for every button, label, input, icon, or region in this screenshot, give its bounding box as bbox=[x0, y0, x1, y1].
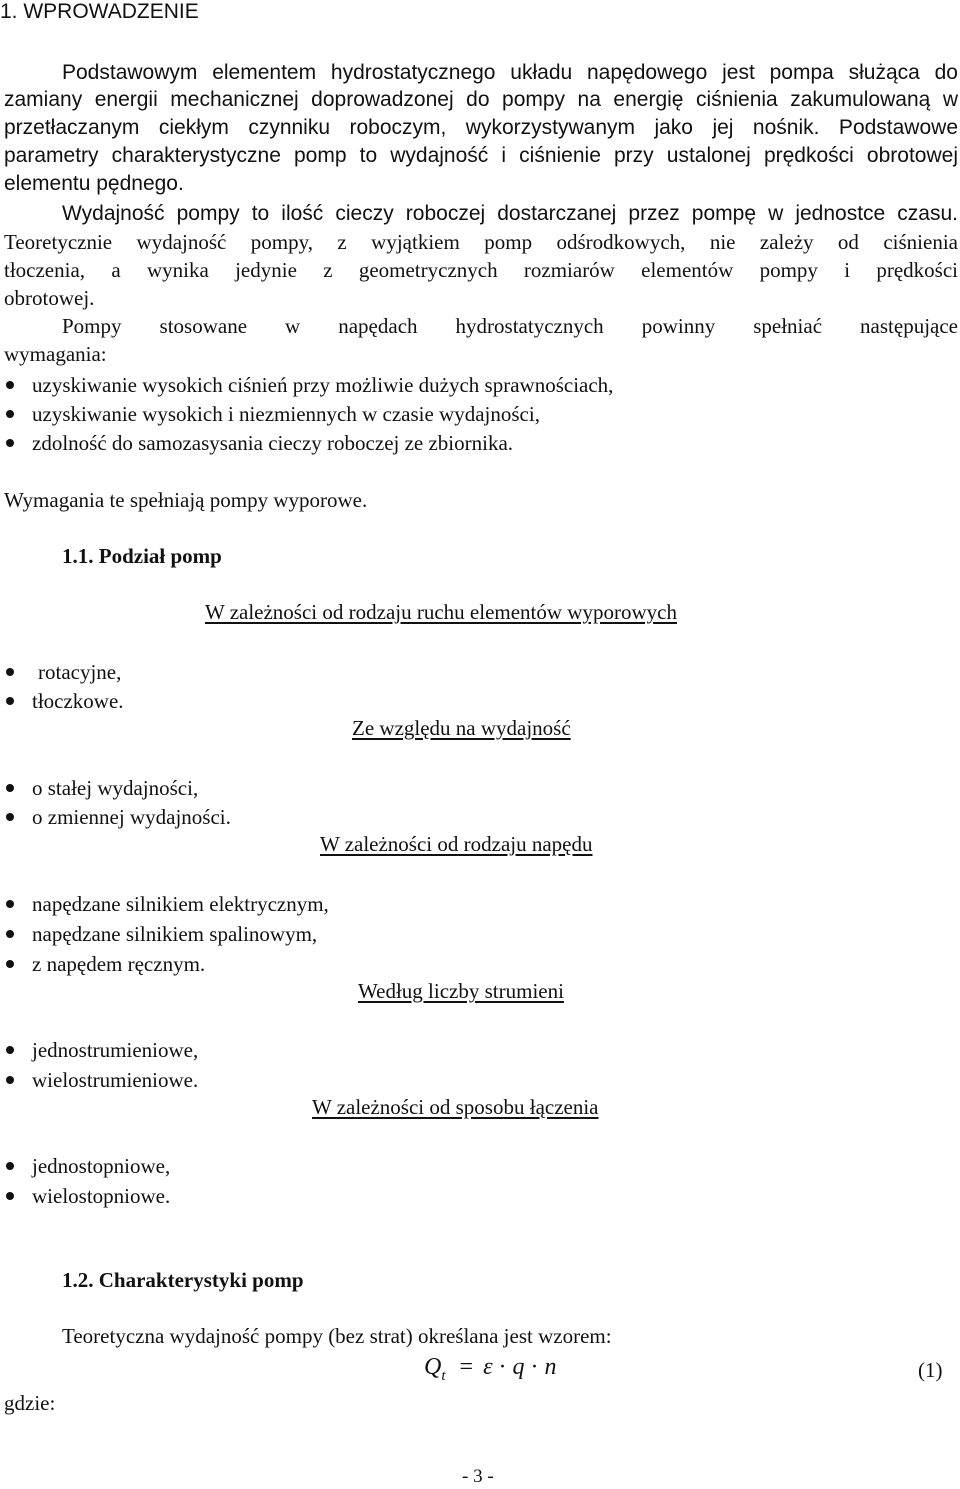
bullet-icon bbox=[6, 784, 14, 792]
bullet-icon bbox=[6, 668, 14, 676]
formula-equals: = bbox=[459, 1354, 474, 1380]
group-title: Według liczby strumieni bbox=[358, 979, 564, 1003]
bullet-icon bbox=[6, 410, 14, 418]
formula-n: n bbox=[544, 1354, 557, 1380]
bullet-icon bbox=[6, 1076, 14, 1084]
text-line: Teoretycznie wydajność pompy, z wyjątkiem pomp odśrodkowych, nie zależy od ciśnienia bbox=[4, 230, 958, 254]
text-line: Wydajność pompy to ilość cieczy roboczej dostarczanej przez pompę w jednostce czasu. bbox=[62, 202, 958, 225]
text-line: elementu pędnego. bbox=[4, 172, 184, 195]
bullet-icon bbox=[6, 900, 14, 908]
text-line: Pompy stosowane w napędach hydrostatycznych powinny spełniać następujące bbox=[62, 314, 958, 338]
list-item: uzyskiwanie wysokich i niezmiennych w czasie wydajności, bbox=[32, 402, 540, 426]
bullet-icon bbox=[6, 960, 14, 968]
group-title: Ze względu na wydajność bbox=[352, 716, 571, 740]
group-title: W zależności od rodzaju ruchu elementów wyporowych bbox=[205, 600, 677, 624]
bullet-icon bbox=[6, 697, 14, 705]
formula-dot: · bbox=[530, 1354, 539, 1380]
bullet-icon bbox=[6, 930, 14, 938]
list-item: uzyskiwanie wysokich ciśnień przy możliwie dużych sprawnościach, bbox=[32, 373, 614, 397]
list-item: tłoczkowe. bbox=[32, 689, 124, 713]
bullet-icon bbox=[6, 813, 14, 821]
formula-number: (1) bbox=[918, 1358, 943, 1382]
text-line: tłoczenia, a wynika jedynie z geometrycznych rozmiarów elementów pompy i prędkości bbox=[4, 258, 958, 282]
subsection-heading-charakterystyki: 1.2. Charakterystyki pomp bbox=[62, 1268, 304, 1292]
list-item: wielostrumieniowe. bbox=[32, 1068, 199, 1092]
formula-dot: · bbox=[498, 1354, 507, 1380]
text-line: wymagania: bbox=[4, 342, 107, 366]
page-number: - 3 - bbox=[462, 1466, 494, 1487]
bullet-icon bbox=[6, 381, 14, 389]
bullet-icon bbox=[6, 439, 14, 447]
list-item: wielostopniowe. bbox=[32, 1184, 171, 1208]
text-line: Podstawowym elementem hydrostatycznego układu napędowego jest pompa służąca do bbox=[62, 61, 958, 84]
section-heading: 1. WPROWADZENIE bbox=[0, 0, 199, 23]
list-item: rotacyjne, bbox=[38, 660, 122, 684]
list-item: napędzane silnikiem elektrycznym, bbox=[32, 892, 329, 916]
formula-q: Q bbox=[424, 1354, 442, 1380]
formula-subscript: t bbox=[441, 1367, 446, 1384]
gdzie-label: gdzie: bbox=[4, 1391, 56, 1415]
bullet-icon bbox=[6, 1162, 14, 1170]
subsection-heading-podzial: 1.1. Podział pomp bbox=[62, 544, 222, 568]
text-line: parametry charakterystyczne pomp to wydajność i ciśnienie przy ustalonej prędkości obrotowej bbox=[4, 144, 958, 167]
text-line: obrotowej. bbox=[4, 286, 95, 310]
wymagania-conclusion: Wymagania te spełniają pompy wyporowe. bbox=[4, 488, 368, 512]
formula-intro: Teoretyczna wydajność pompy (bez strat) określana jest wzorem: bbox=[62, 1324, 612, 1348]
list-item: zdolność do samozasysania cieczy roboczej ze zbiornika. bbox=[32, 431, 514, 455]
text-line: zamiany energii mechanicznej doprowadzonej do pompy na energię ciśnienia zakumulowaną w bbox=[4, 88, 958, 111]
list-item: z napędem ręcznym. bbox=[32, 952, 206, 976]
bullet-icon bbox=[6, 1046, 14, 1054]
text-line: przetłaczanym ciekłym czynniku roboczym, wykorzystywanym jako jej nośnik. Podstawowe bbox=[4, 116, 958, 139]
list-item: napędzane silnikiem spalinowym, bbox=[32, 922, 318, 946]
formula bbox=[424, 1351, 557, 1392]
group-title: W zależności od rodzaju napędu bbox=[320, 832, 593, 856]
list-item: jednostopniowe, bbox=[32, 1154, 171, 1178]
bullet-icon bbox=[6, 1192, 14, 1200]
formula-q-small: q bbox=[512, 1354, 525, 1380]
list-item: o zmiennej wydajności. bbox=[32, 805, 231, 829]
group-title: W zależności od sposobu łączenia bbox=[312, 1095, 599, 1119]
formula-epsilon: ε bbox=[483, 1354, 493, 1380]
list-item: o stałej wydajności, bbox=[32, 776, 199, 800]
list-item: jednostrumieniowe, bbox=[32, 1038, 199, 1062]
